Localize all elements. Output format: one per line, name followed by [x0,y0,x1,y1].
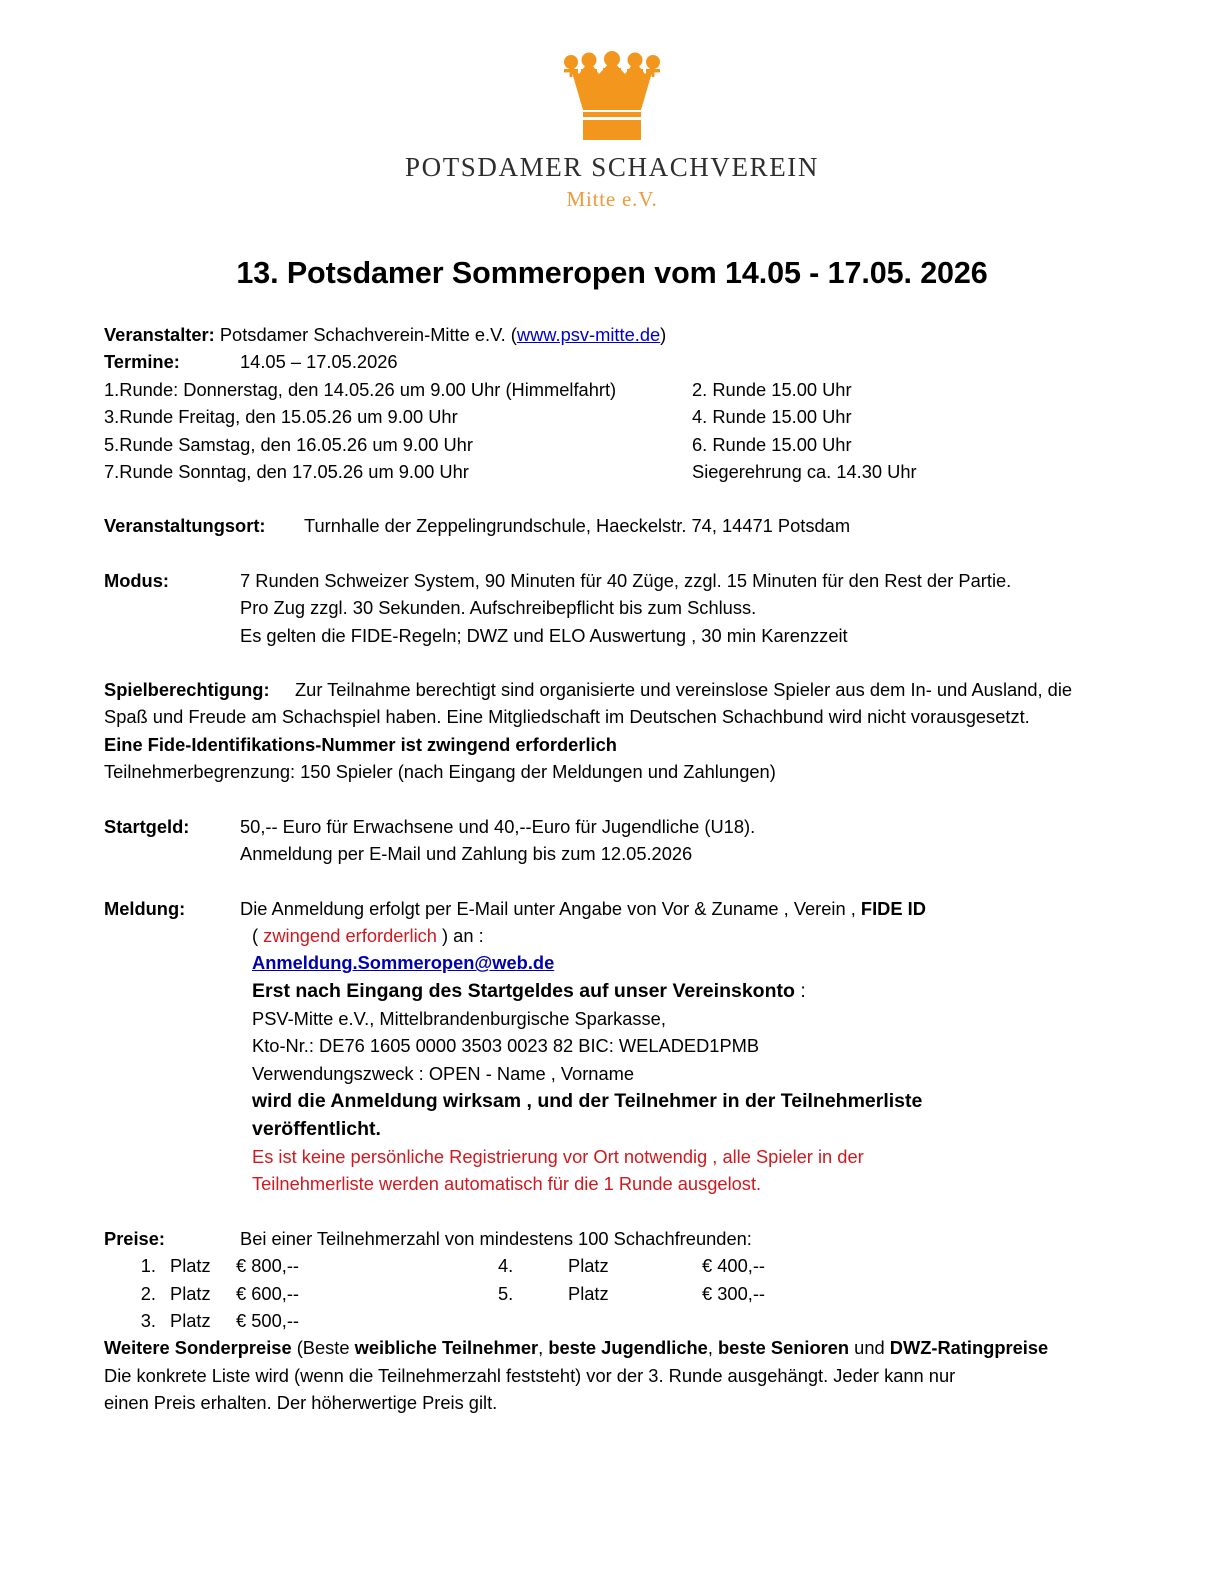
round-row [104,458,1120,485]
dates-value: 14.05 – 17.05.2026 [240,351,398,373]
prize-place-label: Platz [170,1309,211,1331]
round-row [104,376,1120,403]
special-prize-seniors: beste Senioren [718,1337,850,1359]
bank-name: PSV-Mitte e.V., Mittelbrandenburgische Sparkasse, [252,1007,666,1029]
special-sep-2: , [707,1337,719,1359]
prize-row [104,1252,1120,1279]
bank-heading-line [104,977,1120,1005]
prize-place-label-2 [568,1307,702,1334]
registration-line-1 [240,895,1120,922]
modus-row [104,567,1120,594]
prizes-footer-line-2: einen Preis erhalten. Der höherwertige Preis gilt. [104,1392,498,1414]
prize-amount-2 [702,1307,1120,1334]
special-sep-1: , [538,1337,549,1359]
prize-rank: 3. [140,1309,156,1331]
registration-required-line [104,922,1120,949]
special-prizes-paragraph [104,1334,1120,1361]
document-body [0,321,1224,1417]
special-sep-3: und [849,1337,890,1359]
eligibility-label: Spielberechtigung: [104,679,270,701]
fide-id-required: Eine Fide-Identifikations-Nummer ist zwingend erforderlich [104,733,617,755]
club-subtitle: Mitte e.V. [566,187,658,211]
registration-row [104,895,1120,922]
prize-row [104,1280,1120,1307]
prize-place-label: Platz [170,1282,211,1304]
registration-label: Meldung: [104,897,186,919]
round-right: 4. Runde 15.00 Uhr [692,406,852,428]
club-logo [0,0,1224,212]
bank-heading-suffix: : [794,979,806,1002]
prize-rank: 2. [140,1282,156,1304]
round-right: 6. Runde 15.00 Uhr [692,433,852,455]
venue-label: Veranstaltungsort: [104,515,266,537]
registration-line-1-text: Die Anmeldung erfolgt per E-Mail unter Angabe von Vor & Zuname , Verein , [240,897,861,919]
website-link[interactable]: www.psv-mitte.de [516,324,661,345]
modus-line-3: Es gelten die FIDE-Regeln; DWZ und ELO Auswertung , 30 min Karenzzeit [240,624,848,646]
round-right: Siegerehrung ca. 14.30 Uhr [692,461,917,483]
dates-row [104,348,1120,375]
required-red-text: zwingend erforderlich [263,924,437,946]
modus-label: Modus: [104,569,169,591]
effective-line-1: wird die Anmeldung wirksam , und der Teilnehmer in der Teilnehmerliste [252,1089,923,1112]
registration-email-line [104,949,1120,976]
round-left: 7.Runde Sonntag, den 17.05.26 um 9.00 Uhr [104,461,469,483]
registration-email-link[interactable]: Anmeldung.Sommeropen@web.de [252,952,555,974]
entry-fee-line-1: 50,-- Euro für Erwachsene und 40,--Euro für Jugendliche (U18). [240,815,756,837]
effective-line-2: veröffentlicht. [252,1117,381,1140]
prize-amount: € 800,-- [236,1255,300,1277]
organizer-row [104,321,1120,348]
fide-id-emphasis: FIDE ID [860,897,926,919]
prize-rank-2 [498,1307,568,1334]
special-prize-female: weibliche Teilnehmer [354,1337,539,1359]
eligibility-paragraph [104,676,1120,731]
paren-open: ( [252,924,264,946]
prize-amount-2: € 300,-- [702,1282,766,1304]
prizes-footer-line-1: Die konkrete Liste wird (wenn die Teilnehmerzahl feststeht) vor der 3. Runde ausgehängt. Jeder kann nur [104,1364,956,1386]
prize-rank: 1. [140,1255,156,1277]
organizer-value-suffix: ) [660,324,667,345]
prize-rank-2: 4. [498,1255,514,1277]
special-prizes-open: (Beste [291,1337,355,1359]
prizes-condition: Bei einer Teilnehmerzahl von mindestens 100 Schachfreunden: [240,1227,752,1249]
entry-fee-row [104,813,1120,840]
round-row [104,403,1120,430]
special-prize-dwz-rating: DWZ-Ratingpreise [889,1337,1049,1359]
prize-amount-2: € 400,-- [702,1255,766,1277]
round-left: 5.Runde Samstag, den 16.05.26 um 9.00 Uhr [104,433,473,455]
organizer-label: Veranstalter: [104,324,215,345]
special-prize-youth: beste Jugendliche [548,1337,708,1359]
bank-reference: Verwendungszweck : OPEN - Name , Vorname [252,1062,635,1084]
eligibility-text: Zur Teilnahme berechtigt sind organisierte und vereinslose Spieler aus dem In- und Ausland, die Spaß und Freude am Schachspiel haben. Eine Mitgliedschaft im Deutschen Schachbund wird nicht vorausgesetzt. [104,679,1073,728]
prize-row [104,1307,1120,1334]
paren-close: ) an : [436,924,484,946]
red-note-line-1: Es ist keine persönliche Registrierung vor Ort notwendig , alle Spieler in der [252,1145,864,1167]
round-row [104,431,1120,458]
prize-table [104,1252,1120,1334]
entry-fee-line-2: Anmeldung per E-Mail und Zahlung bis zum 12.05.2026 [240,843,693,865]
venue-row [104,512,1120,539]
round-right: 2. Runde 15.00 Uhr [692,378,852,400]
bank-heading: Erst nach Eingang des Startgeldes auf unser Vereinskonto [252,979,795,1002]
participant-limit: Teilnehmerbegrenzung: 150 Spieler (nach Eingang der Meldungen und Zahlungen) [104,761,776,783]
entry-fee-label: Startgeld: [104,815,190,837]
prizes-row [104,1225,1120,1252]
round-left: 3.Runde Freitag, den 15.05.26 um 9.00 Uhr [104,406,458,428]
round-left: 1.Runde: Donnerstag, den 14.05.26 um 9.00 Uhr (Himmelfahrt) [104,378,617,400]
bank-account: Kto-Nr.: DE76 1605 0000 3503 0023 82 BIC: WELADED1PMB [252,1035,760,1057]
prize-place-label: Platz [170,1255,211,1277]
dates-label: Termine: [104,351,180,373]
special-prizes-heading: Weitere Sonderpreise [104,1337,292,1359]
prizes-label: Preise: [104,1227,165,1249]
prize-rank-2: 5. [498,1282,514,1304]
chess-queen-crown-icon [557,48,667,140]
red-note-line-2: Teilnehmerliste werden automatisch für die 1 Runde ausgelost. [252,1173,762,1195]
page-title: 13. Potsdamer Sommeropen vom 14.05 - 17.05. 2026 [236,256,988,290]
prize-amount: € 500,-- [236,1309,300,1331]
venue-value: Turnhalle der Zeppelingrundschule, Haeckelstr. 74, 14471 Potsdam [304,515,851,537]
modus-line-2: Pro Zug zzgl. 30 Sekunden. Aufschreibepflicht bis zum Schluss. [240,597,757,619]
prize-amount: € 600,-- [236,1282,300,1304]
club-name: POTSDAMER SCHACHVEREIN [405,152,819,182]
modus-line-1: 7 Runden Schweizer System, 90 Minuten für 40 Züge, zzgl. 15 Minuten für den Rest der Partie. [240,569,1012,591]
prize-place-label-2: Platz [568,1282,609,1304]
organizer-value-prefix: Potsdamer Schachverein-Mitte e.V. ( [219,324,517,345]
prize-place-label-2: Platz [568,1255,609,1277]
